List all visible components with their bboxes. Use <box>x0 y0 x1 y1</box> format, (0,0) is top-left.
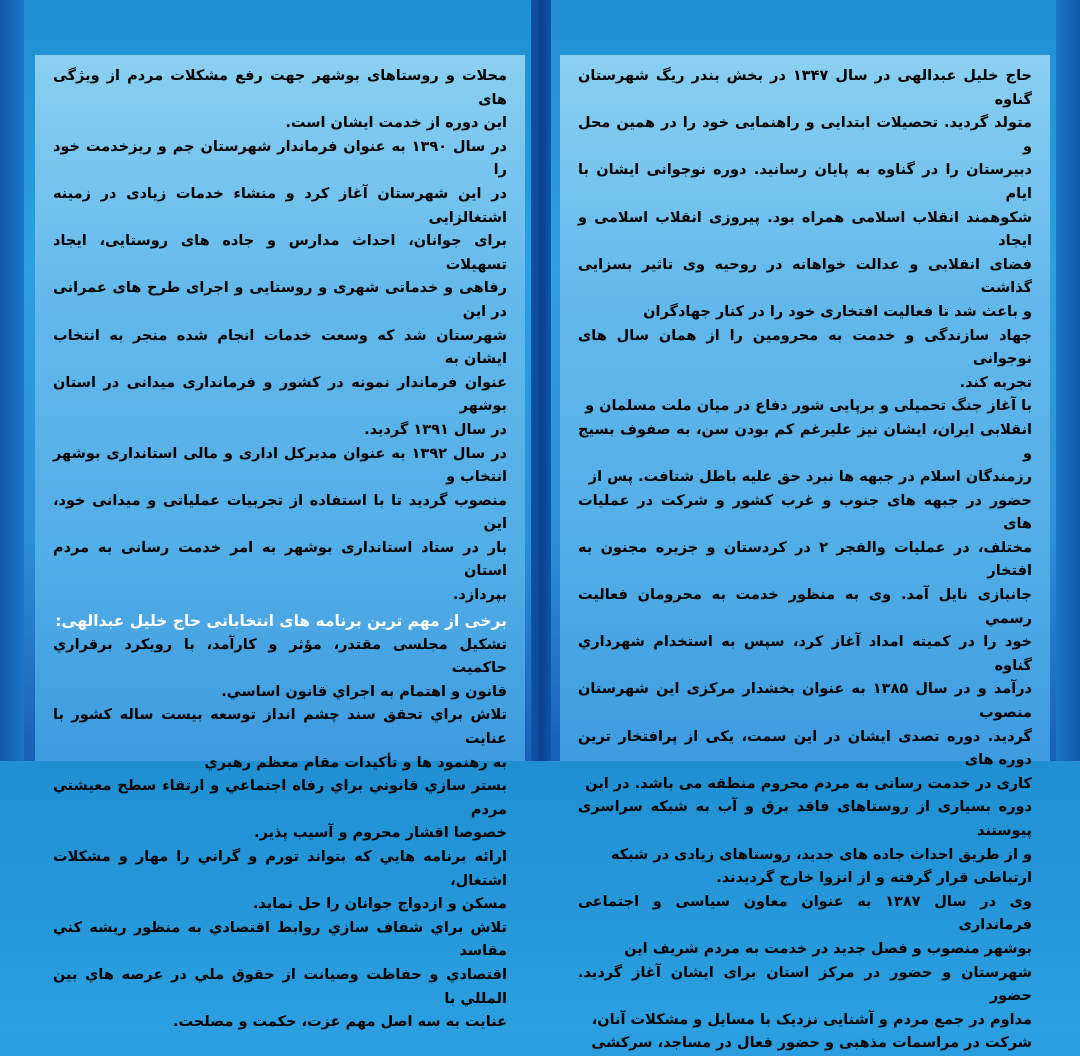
programs-heading: برخی از مهم ترین برنامه های انتخاباتی حاج خلیل عبدالهی: <box>55 611 507 630</box>
program-item: تلاش براي تحقق سند چشم انداز توسعه بیست ساله کشور با عنایت به رهنمود ها و تأکیدات مقام معظم رهبري <box>53 707 507 771</box>
war-service-paragraph: با آغاز جنگ تحمیلی و برپایی شور دفاع در میان ملت مسلمان و انقلابی ایران، ایشان نیز علیرغم کم بودن سن، به صفوف بسیج و رزمندگان اسلام در جبهه ها نبرد حق علیه باطل شتافت. پس از حضور در جبهه های جنوب و غرب کشور و شرکت در عملیات های مختلف، در عملیات والفجر ۲ در کردستان و جزیره مجنون به افتخار جانبازی نایل آمد. وی به منظور خدمت به محرومان فعالیت رسمي خود را در کمیته امداد آغاز کرد، سپس به استخدام شهرداري گناوه درآمد و در سال ۱۳۸۵ به عنوان بخشدار مرکزی این شهرستان منصوب گردید. دوره تصدی ایشان در این سمت، یکی از پرافتخار ترین دوره های کاری در خدمت رسانی به مردم محروم منطقه می باشد. در این دوره بسیاری از روستاهای فاقد برق و آب به شبکه سراسری پیوستند و از طریق احداث جاده های جدید، روستاهای زیادی در شبکه ارتباطی قرار گرفته و از انزوا خارج گردیدند. <box>578 398 1033 887</box>
program-item: بستر سازي قانوني براي رفاه اجتماعي و ارتقاء سطح معیشتي مردم خصوصا اقشار محروم و آسیب پذیر. <box>53 778 507 842</box>
continuation-paragraph: محلات و روستاهای بوشهر جهت رفع مشکلات مردم از ویژگی های این دوره از خدمت ایشان است. <box>53 68 507 132</box>
programs-list <box>53 634 507 1035</box>
page-edge-left <box>0 0 24 761</box>
left-text-panel <box>35 55 525 1031</box>
page-edge-right <box>1056 0 1080 761</box>
biography-paragraph: حاج خلیل عبدالهی در سال ۱۳۴۷ در بخش بندر ریگ شهرستان گناوه متولد گردید. تحصیلات ابتدایی و راهنمایی خود را در همین محل و دبیرستان را در گناوه به پایان رسانید. دوره نوجوانی ایشان با ایام شکوهمند انقلاب اسلامی همراه بود. پیروزی انقلاب اسلامی و ایجاد فضای انقلابی و عدالت خواهانه در روحیه وی تاثیر بسزایی گذاشت و باعث شد تا فعالیت افتخاری خود را در کنار جهادگران جهاد سازندگی و خدمت به محرومین را از همان سال های نوجوانی تجربه کند. <box>578 68 1032 391</box>
program-item: تشکیل مجلسی مقتدر، مؤثر و کارآمد، با رویکرد برقراري حاکمیت قانون و اهتمام به اجراي قانون اساسي. <box>53 636 507 700</box>
right-text-panel <box>560 55 1050 1052</box>
jam-governor-paragraph: در سال ۱۳۹۰ به عنوان فرماندار شهرستان جم و ریزخدمت خود را در این شهرستان آغاز کرد و منشاء خدمات زیادی در زمینه اشتغالزایی برای جوانان، احداث مدارس و جاده های روستایی، ایجاد تسهیلات رفاهی و خدماتی شهری و روستایی و اجرای طرح های عمرانی در این شهرستان شد که وسعت خدمات انجام شده منجر به انتخاب ایشان به عنوان فرماندار نمونه در کشور و فرمانداری میدانی در استان بوشهر در سال ۱۳۹۱ گردید. <box>53 138 507 438</box>
program-item: ارائه برنامه هایي كه بتواند تورم و گراني را مهار و مشکلات اشتغال، مسکن و ازدواج جوانان را حل نماید. <box>53 849 507 913</box>
program-item: تلاش براي شفاف سازي روابط اقتصادي به منظور ریشه كني مفاسد اقتصادي و حفاظت وصیانت از حقوق ملي در عرصه هاي بین المللي با عنایت به سه اصل مهم عزت، حکمت و مصلحت. <box>53 919 507 1031</box>
director-general-paragraph: در سال ۱۳۹۲ به عنوان مدیرکل اداری و مالی استانداری بوشهر انتخاب و منصوب گردید تا با استفاده از تجربیات عملیاتی و میدانی خود، این بار در ستاد استانداری بوشهر به امر خدمت رسانی به مردم استان بپردازد. <box>53 445 507 604</box>
deputy-governor-paragraph: وی در سال ۱۳۸۷ به عنوان معاون سیاسی و اجتماعی فرمانداری بوشهر منصوب و فصل جدید در خدمت به مردم شریف این شهرستان و حضور در مرکز استان برای ایشان آغاز گردید. حضور مداوم در جمع مردم و آشنایی نزدیک با مسایل و مشکلات آنان، شرکت در مراسمات مذهبی و حضور فعال در مساجد، سرکشی <box>578 893 1032 1052</box>
book-spine <box>531 0 551 761</box>
